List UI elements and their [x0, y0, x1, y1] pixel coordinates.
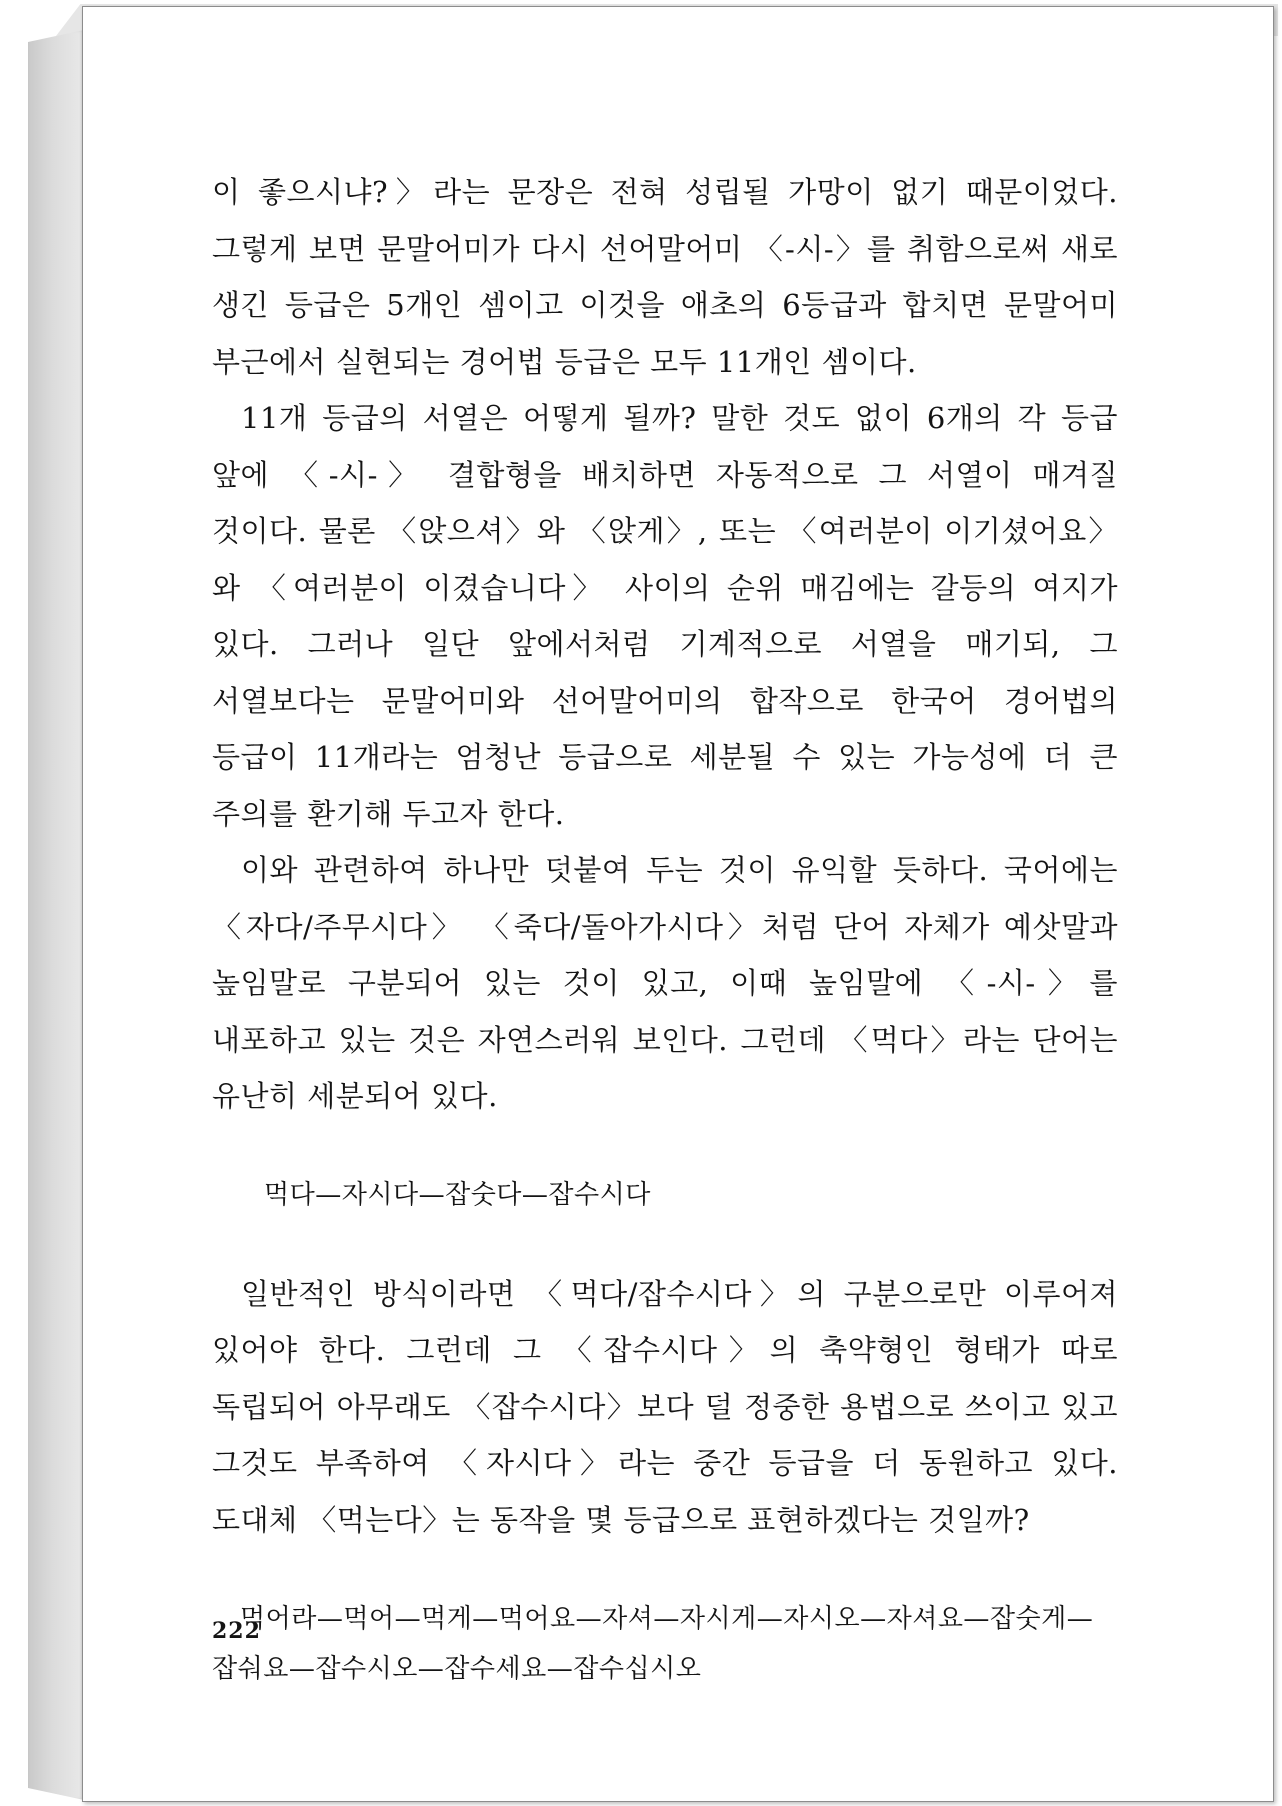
page-body [212, 164, 1118, 1694]
paragraph-1: 이 좋으시냐?〉라는 문장은 전혀 성립될 가망이 없기 때문이었다. 그렇게 보면 문말어미가 다시 선어말어미 〈-시-〉를 취함으로써 새로 생긴 등급은 5개인 셈이고 이것을 애초의 6등급과 합치면 문말어미 부근에서 실현되는 경어법 등급은 모두 11개인 셈이다. [212, 175, 1118, 379]
book-spine [28, 30, 84, 1800]
paragraph-3: 이와 관련하여 하나만 덧붙여 두는 것이 유익할 듯하다. 국어에는 〈자다/주무시다〉 〈죽다/돌아가시다〉처럼 단어 자체가 예삿말과 높임말로 구분되어 있는 것이 있고, 이때 높임말에 〈-시-〉를 내포하고 있는 것은 자연스러워 보인다. 그런데 〈먹다〉라는 단어는 유난히 세분되어 있다. [212, 853, 1118, 1113]
page-number: 222 [212, 1618, 261, 1644]
paragraph-4: 일반적인 방식이라면 〈먹다/잡수시다〉의 구분으로만 이루어져 있어야 한다. 그런데 그 〈잡수시다〉의 축약형인 형태가 따로 독립되어 아무래도 〈잡수시다〉보다 덜 정중한 용법으로 쓰이고 있고 그것도 부족하여 〈자시다〉라는 중간 등급을 더 동원하고 있다. 도대체 〈먹는다〉는 동작을 몇 등급으로 표현하겠다는 것일까? [212, 1276, 1118, 1537]
example-verb-forms-1: 먹다—자시다—잡숫다—잡수시다 [264, 1179, 651, 1210]
example-verb-forms-2: 먹어라—먹어—먹게—먹어요—자셔—자시게—자시오—자셔요—잡숫게—잡숴요—잡수시오—잡수세요—잡수십시오 [212, 1604, 1094, 1684]
paragraph-2: 11개 등급의 서열은 어떻게 될까? 말한 것도 없이 6개의 각 등급 앞에 〈-시-〉 결합형을 배치하면 자동적으로 그 서열이 매겨질 것이다. 물론 〈앉으셔〉와 〈앉게〉, 또는 〈여러분이 이기셨어요〉와 〈여러분이 이겼습니다〉 사이의 순위 매김에는 갈등의 여지가 있다. 그러나 일단 앞에서처럼 기계적으로 서열을 매기되, 그 서열보다는 문말어미와 선어말어미의 합작으로 한국어 경어법의 등급이 11개라는 엄청난 등급으로 세분될 수 있는 가능성에 더 큰 주의를 환기해 두고자 한다. [212, 401, 1118, 831]
